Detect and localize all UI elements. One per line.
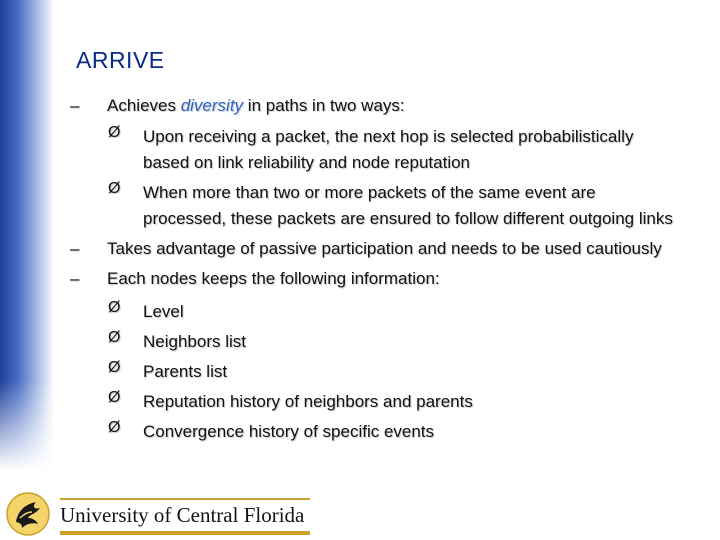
bullet-text: Each nodes keeps the following information:: [107, 269, 440, 288]
pegasus-logo-icon: [6, 492, 50, 536]
logo-rule-top: [60, 498, 310, 500]
arrow-bullet-icon: Ø: [108, 419, 121, 436]
arrow-bullet-icon: Ø: [108, 180, 121, 197]
bullet-text: Takes advantage of passive participation and needs to be used cautiously: [107, 239, 662, 258]
subbullet-line: based on link reliability and node reputation: [143, 153, 471, 172]
subbullet-line: processed, these packets are ensured to follow different outgoing links: [143, 209, 673, 228]
subbullet-text: Reputation history of neighbors and parents: [143, 392, 473, 411]
arrow-bullet-icon: Ø: [108, 299, 121, 316]
logo-rule-bottom: [60, 531, 310, 535]
bullet-text: Achieves diversity in paths in two ways:: [107, 96, 405, 115]
subbullet-text: Level: [143, 302, 184, 321]
arrow-bullet-icon: Ø: [108, 359, 121, 376]
arrow-bullet-icon: Ø: [108, 389, 121, 406]
slide-title: ARRIVE: [76, 47, 165, 73]
arrow-bullet-icon: Ø: [108, 329, 121, 346]
subbullet-text: Neighbors list: [143, 332, 246, 351]
ucf-logo: [6, 490, 316, 538]
dash-bullet-icon: –: [70, 239, 80, 258]
subbullet-text: Convergence history of specific events: [143, 422, 435, 441]
subbullet-line: Upon receiving a packet, the next hop is selected probabilistically: [143, 127, 634, 146]
dash-bullet-icon: –: [70, 96, 80, 115]
subbullet-text: Parents list: [143, 362, 228, 381]
left-bar-fade: [0, 380, 54, 470]
emphasis-diversity: diversity: [180, 96, 244, 115]
university-name: University of Central Florida: [60, 503, 305, 527]
arrow-bullet-icon: Ø: [108, 124, 121, 141]
dash-bullet-icon: –: [70, 269, 80, 288]
subbullet-line: When more than two or more packets of the same event are: [143, 183, 596, 202]
